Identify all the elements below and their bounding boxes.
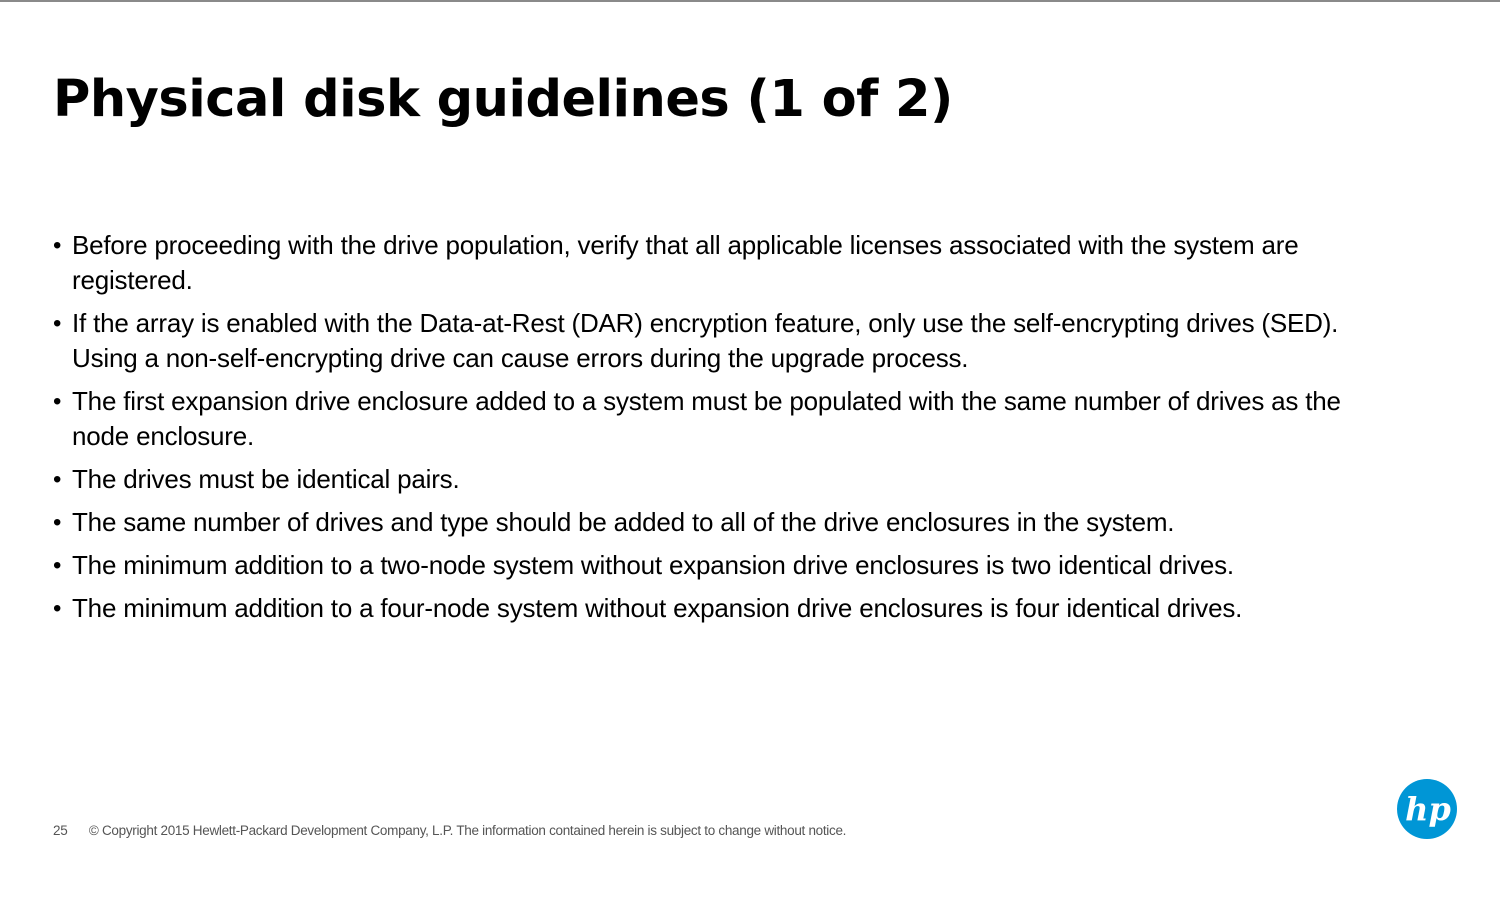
list-item [53,505,1393,540]
bullet-icon: • [53,466,62,493]
copyright-notice: © Copyright 2015 Hewlett-Packard Development Company, L.P. The information contained herein is subject to change without notice. [88,823,847,838]
page-number: 25 [53,823,68,838]
list-item [53,462,1393,497]
bullet-text: The drives must be identical pairs. [72,464,460,494]
slide-title: Physical disk guidelines (1 of 2) [53,70,953,129]
bullet-text: The first expansion drive enclosure added to a system must be populated with the same number of drives as the node enclosure. [72,386,1341,451]
bullet-list [53,228,1393,634]
bullet-icon: • [53,552,62,579]
list-item [53,306,1393,376]
list-item [53,591,1393,626]
list-item [53,548,1393,583]
bullet-icon: • [53,595,62,622]
bullet-icon: • [53,509,62,536]
bullet-icon: • [53,310,62,337]
bullet-icon: • [53,232,62,259]
bullet-icon: • [53,388,62,415]
top-divider [0,0,1500,2]
hp-logo-text: hp [1405,790,1451,828]
bullet-text: The minimum addition to a four-node system without expansion drive enclosures is four identical drives. [72,593,1243,623]
footer [53,823,846,838]
list-item [53,384,1393,454]
bullet-text: The minimum addition to a two-node system without expansion drive enclosures is two identical drives. [72,550,1234,580]
hp-logo-icon [1397,779,1457,839]
list-item [53,228,1393,298]
bullet-text: If the array is enabled with the Data-at-Rest (DAR) encryption feature, only use the self-encrypting drives (SED). Using a non-self-encrypting drive can cause errors during the upgrade process. [72,308,1339,373]
bullet-text: Before proceeding with the drive population, verify that all applicable licenses associated with the system are registered. [72,230,1299,295]
bullet-text: The same number of drives and type should be added to all of the drive enclosures in the system. [72,507,1175,537]
